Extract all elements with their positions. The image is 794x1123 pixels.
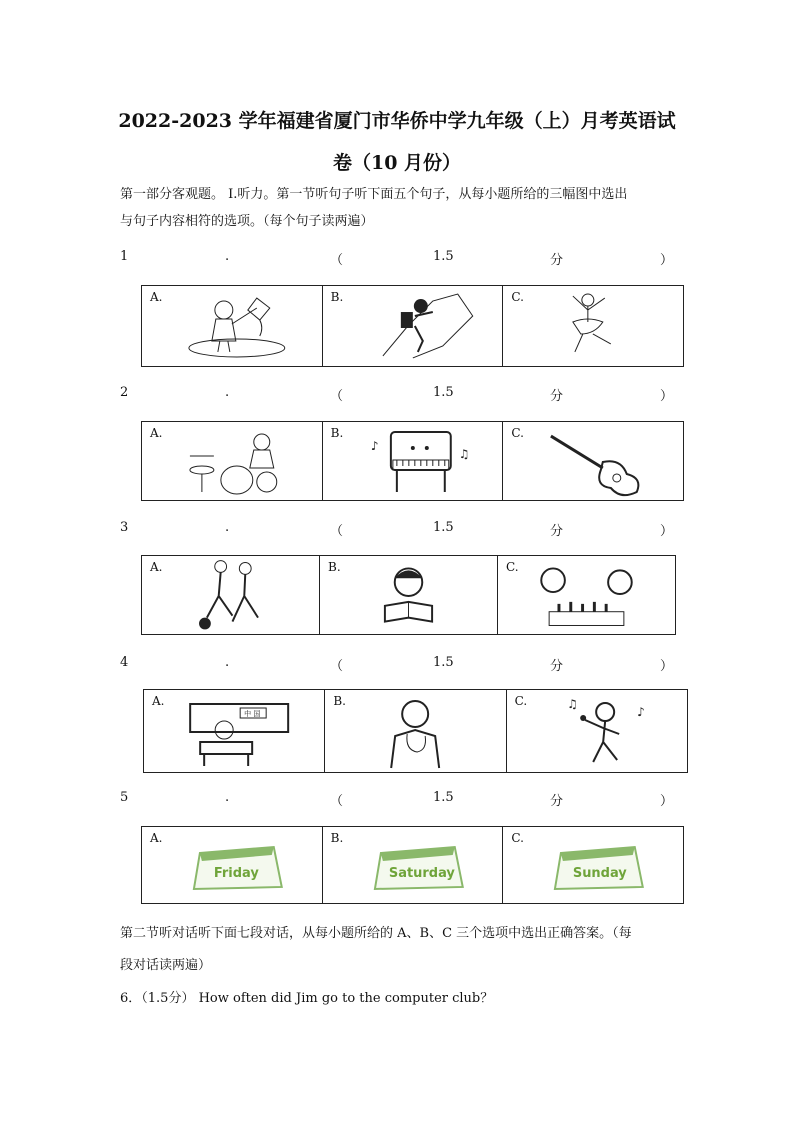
guitar-icon bbox=[503, 422, 683, 500]
score-open-paren: （ bbox=[330, 389, 344, 404]
option-label: B. bbox=[330, 831, 344, 845]
option-label: A. bbox=[152, 694, 165, 708]
chess-players-icon bbox=[498, 556, 675, 634]
calendar-icon bbox=[503, 827, 683, 903]
question-number: 5 bbox=[120, 790, 129, 805]
svg-text:♫: ♫ bbox=[458, 447, 470, 462]
score-unit: 分 bbox=[550, 389, 564, 404]
option-b[interactable] bbox=[323, 286, 504, 366]
option-label: A. bbox=[150, 831, 163, 845]
question-2-options bbox=[141, 421, 684, 501]
option-b[interactable] bbox=[323, 827, 504, 903]
option-a[interactable] bbox=[144, 690, 325, 772]
score-unit: 分 bbox=[550, 659, 564, 674]
page-title-continued: 卷（10 月份） bbox=[332, 152, 462, 174]
doctor-icon bbox=[325, 690, 505, 772]
part1-line1: 第一部分客观题。 Ⅰ.听力。第一节听句子听下面五个句子，从每小题所给的三幅图中选出 bbox=[120, 187, 628, 202]
question-5-options bbox=[141, 826, 684, 904]
part2-line2: 段对话读两遍） bbox=[120, 958, 212, 973]
score-value: 1.5 bbox=[433, 249, 454, 264]
teacher-china-icon bbox=[144, 690, 324, 772]
option-label: C. bbox=[511, 290, 524, 304]
svg-text:♫: ♫ bbox=[566, 697, 578, 711]
question-6: 6．（1.5分） How often did Jim go to the computer club？ bbox=[120, 991, 494, 1006]
option-label: A. bbox=[150, 560, 163, 574]
option-label: C. bbox=[506, 560, 519, 574]
question-dot: . bbox=[225, 655, 230, 670]
option-c[interactable] bbox=[503, 422, 683, 500]
option-c[interactable] bbox=[503, 827, 683, 903]
score-unit: 分 bbox=[550, 524, 564, 539]
question-3-options bbox=[141, 555, 676, 635]
score-open-paren: （ bbox=[330, 794, 344, 809]
score-close-paren: ） bbox=[660, 794, 674, 809]
score-close-paren: ） bbox=[660, 524, 674, 539]
calendar-day-label: Saturday bbox=[388, 865, 455, 881]
drum-kit-icon bbox=[142, 422, 322, 500]
score-close-paren: ） bbox=[660, 253, 674, 268]
option-b[interactable] bbox=[320, 556, 498, 634]
option-label: C. bbox=[511, 831, 524, 845]
singer-icon bbox=[507, 690, 687, 772]
option-label: A. bbox=[150, 290, 163, 304]
option-label: B. bbox=[328, 560, 341, 574]
option-b[interactable] bbox=[323, 422, 504, 500]
option-b[interactable] bbox=[325, 690, 506, 772]
calendar-day-label: Sunday bbox=[573, 865, 628, 881]
score-value: 1.5 bbox=[433, 520, 454, 535]
question-1-line bbox=[120, 249, 675, 267]
question-4-options bbox=[143, 689, 688, 773]
part2-line1: 第二节听对话听下面七段对话，从每小题所给的 A、B、C 三个选项中选出正确答案。（每 bbox=[120, 926, 632, 941]
svg-text:中 国: 中 国 bbox=[244, 710, 261, 718]
boy-climbing-icon bbox=[323, 286, 503, 366]
option-c[interactable] bbox=[507, 690, 687, 772]
calendar-icon bbox=[142, 827, 322, 903]
girl-with-kite-icon bbox=[142, 286, 322, 366]
option-c[interactable] bbox=[503, 286, 683, 366]
question-dot: . bbox=[225, 790, 230, 805]
option-a[interactable] bbox=[142, 827, 323, 903]
option-a[interactable] bbox=[142, 422, 323, 500]
option-c[interactable] bbox=[498, 556, 675, 634]
question-1-options bbox=[141, 285, 684, 367]
score-value: 1.5 bbox=[433, 790, 454, 805]
score-unit: 分 bbox=[550, 794, 564, 809]
score-open-paren: （ bbox=[330, 253, 344, 268]
score-close-paren: ） bbox=[660, 659, 674, 674]
score-open-paren: （ bbox=[330, 524, 344, 539]
part2-instruction bbox=[120, 924, 685, 975]
question-dot: . bbox=[225, 520, 230, 535]
calendar-icon bbox=[323, 827, 503, 903]
part1-line2: 与句子内容相符的选项。（每个句子读两遍） bbox=[120, 214, 374, 229]
boy-reading-icon bbox=[320, 556, 497, 634]
score-open-paren: （ bbox=[330, 659, 344, 674]
page-title: 2022-2023 学年福建省厦门市华侨中学九年级（上）月考英语试 bbox=[118, 110, 676, 132]
option-label: B. bbox=[330, 426, 344, 440]
option-a[interactable] bbox=[142, 286, 323, 366]
question-number: 3 bbox=[120, 520, 129, 535]
svg-text:♪: ♪ bbox=[370, 439, 379, 454]
score-value: 1.5 bbox=[433, 655, 454, 670]
question-4-line bbox=[120, 655, 675, 673]
soccer-players-icon bbox=[142, 556, 319, 634]
score-close-paren: ） bbox=[660, 389, 674, 404]
question-5-line bbox=[120, 790, 675, 808]
piano-icon bbox=[323, 422, 503, 500]
question-number: 4 bbox=[120, 655, 129, 670]
option-label: C. bbox=[514, 694, 528, 708]
option-label: C. bbox=[511, 426, 524, 440]
calendar-day-label: Friday bbox=[213, 865, 259, 881]
question-number: 1 bbox=[120, 249, 129, 264]
option-label: B. bbox=[333, 694, 346, 708]
score-unit: 分 bbox=[550, 253, 564, 268]
question-dot: . bbox=[225, 385, 230, 400]
girl-dancing-icon bbox=[503, 286, 683, 366]
svg-text:♪: ♪ bbox=[636, 705, 645, 719]
option-label: A. bbox=[150, 426, 163, 440]
option-a[interactable] bbox=[142, 556, 320, 634]
question-2-line bbox=[120, 385, 675, 403]
option-label: B. bbox=[330, 290, 344, 304]
question-3-line bbox=[120, 520, 675, 538]
question-dot: . bbox=[225, 249, 230, 264]
score-value: 1.5 bbox=[433, 385, 454, 400]
question-number: 2 bbox=[120, 385, 129, 400]
part1-instruction bbox=[120, 185, 680, 231]
